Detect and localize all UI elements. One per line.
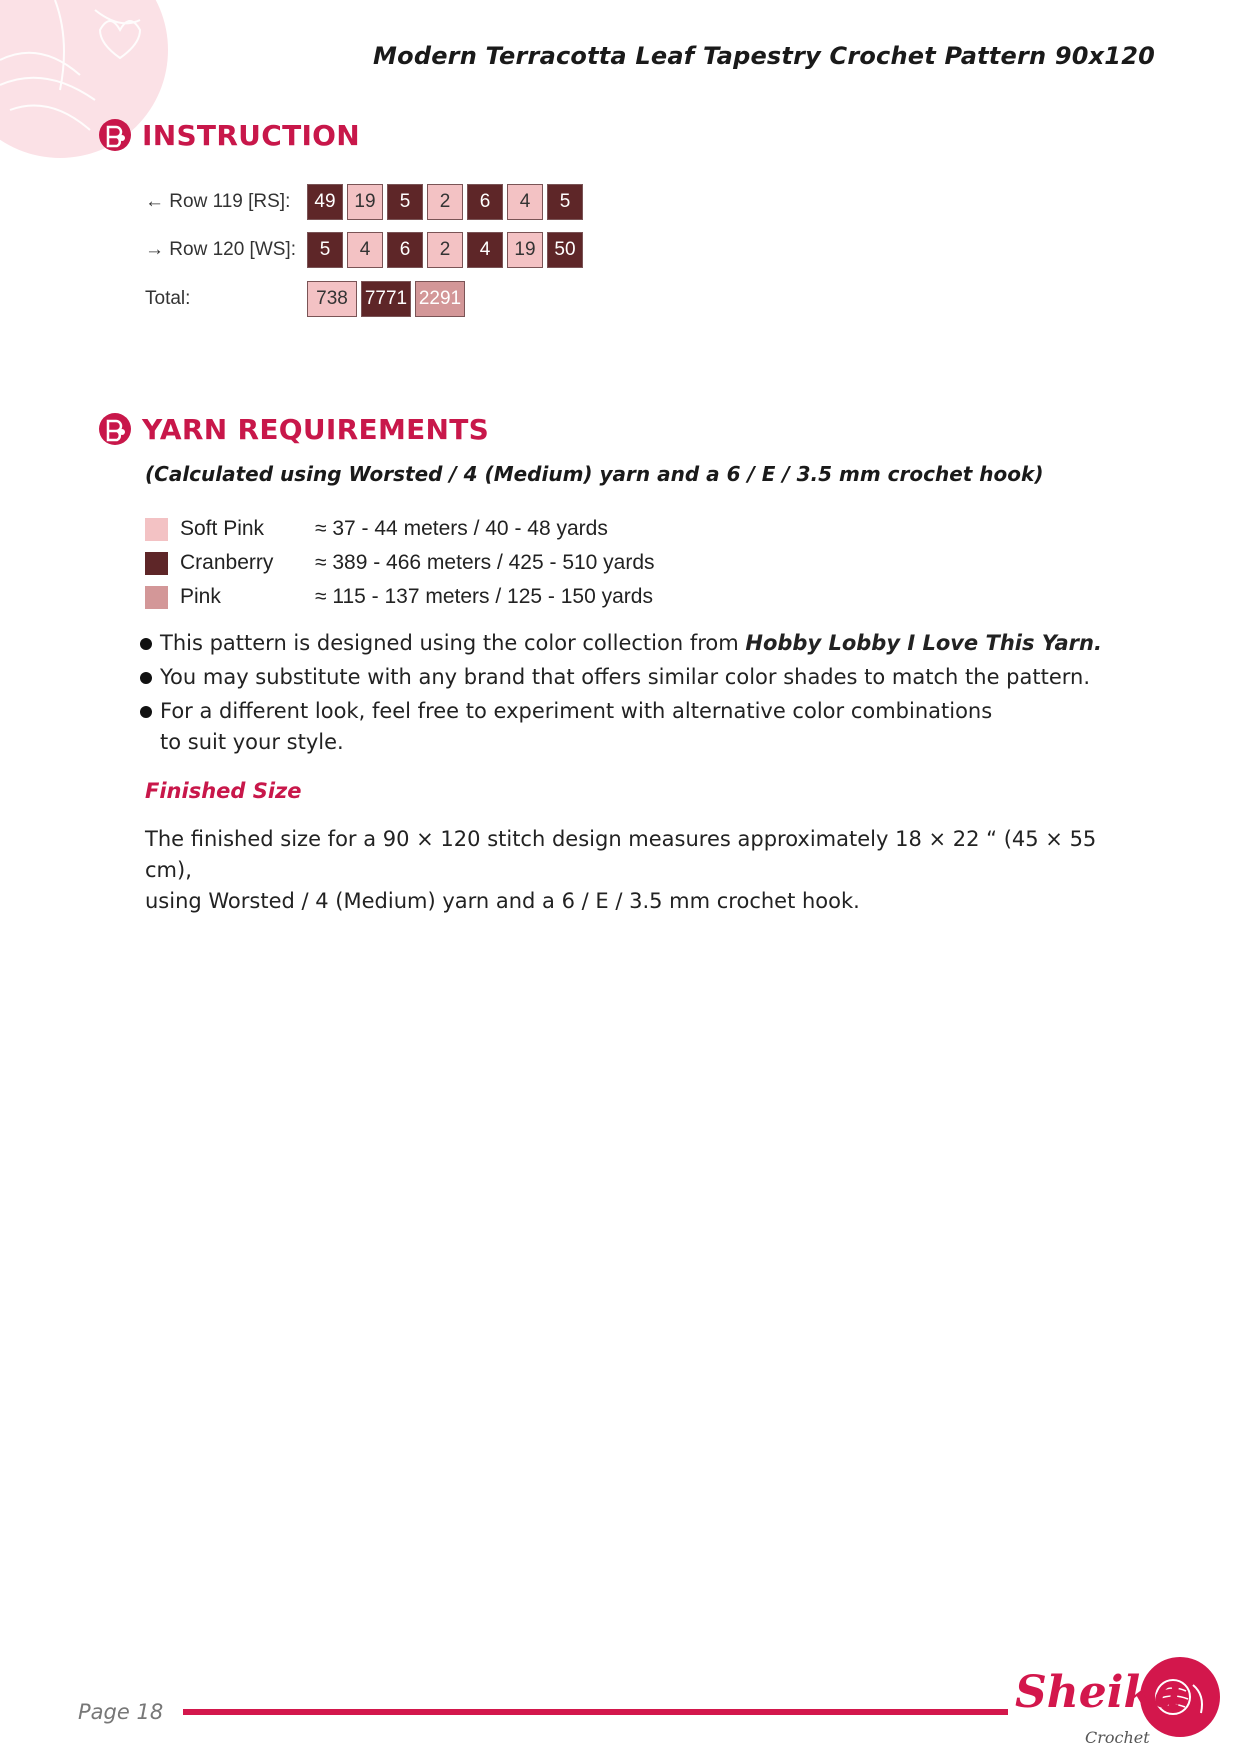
total-cells (307, 281, 469, 317)
bullet-icon (140, 672, 152, 684)
note-item (140, 662, 1140, 693)
yarn-amount: ≈ 389 - 466 meters / 425 - 510 yards (315, 551, 655, 574)
yarn-calculation-note: (Calculated using Worsted / 4 (Medium) yarn and a 6 / E / 3.5 mm crochet hook) (145, 462, 1044, 486)
yarn-notes-list (140, 628, 1140, 761)
yarn-item (145, 546, 655, 580)
yarn-brand-name: Hobby Lobby I Love This Yarn. (745, 631, 1102, 655)
note-item (140, 628, 1140, 659)
logo-subtext: Crochet (1085, 1728, 1150, 1747)
stitch-count-cell: 5 (547, 184, 583, 220)
stitch-count-cell: 2 (427, 232, 463, 268)
yarn-logo-icon (98, 118, 132, 152)
total-row (145, 281, 469, 317)
stitch-count-cell: 50 (547, 232, 583, 268)
yarn-name: Soft Pink (180, 517, 265, 540)
row-120-label: → Row 120 [WS]: (145, 239, 296, 260)
bullet-icon (140, 706, 152, 718)
stitch-count-cell: 4 (507, 184, 543, 220)
bullet-icon (140, 638, 152, 650)
stitch-count-cell: 7771 (361, 281, 411, 317)
yarn-amount: ≈ 115 - 137 meters / 125 - 150 yards (315, 585, 653, 608)
note-text: You may substitute with any brand that offers similar color shades to match the pattern. (160, 665, 1090, 689)
logo-wordmark: Sheika (1015, 1667, 1183, 1718)
stitch-count-cell: 6 (467, 184, 503, 220)
stitch-count-cell: 2291 (415, 281, 465, 317)
yarn-item (145, 512, 655, 546)
color-swatch (145, 586, 168, 609)
yarn-requirements-heading: YARN REQUIREMENTS (142, 412, 490, 446)
document-title: Modern Terracotta Leaf Tapestry Crochet Pattern 90x120 (373, 42, 1155, 70)
yarn-section-header (98, 412, 489, 446)
color-swatch (145, 552, 168, 575)
finished-size-text: The finished size for a 90 × 120 stitch design measures approximately 18 × 22 “ (45 × 55 cm), using Worsted / 4 (Medium) yarn and a 6 / E / 3.5 mm crochet hook. (145, 827, 1097, 913)
stitch-count-cell: 19 (507, 232, 543, 268)
sheika-crochet-logo (1015, 1655, 1225, 1750)
footer-divider (183, 1709, 1008, 1715)
yarn-logo-icon (98, 412, 132, 446)
stitch-count-cell: 4 (347, 232, 383, 268)
note-item (140, 696, 1140, 758)
stitch-count-cell: 5 (307, 232, 343, 268)
page-number: Page 18 (78, 1700, 164, 1724)
instruction-heading: INSTRUCTION (142, 118, 361, 152)
finished-size-heading: Finished Size (145, 779, 302, 803)
yarn-amount: ≈ 37 - 44 meters / 40 - 48 yards (315, 517, 608, 540)
note-text: This pattern is designed using the color collection from Hobby Lobby I Love This Yarn. (160, 631, 1102, 655)
yarn-item (145, 580, 655, 614)
total-label: Total: (145, 288, 191, 309)
instruction-section-header (98, 118, 360, 152)
stitch-count-cell: 19 (347, 184, 383, 220)
yarn-list (145, 512, 655, 614)
row-120 (145, 232, 587, 268)
stitch-count-cell: 2 (427, 184, 463, 220)
yarn-name: Pink (180, 585, 221, 608)
stitch-count-cell: 4 (467, 232, 503, 268)
row-119-label: ← Row 119 [RS]: (145, 191, 291, 212)
stitch-count-cell: 5 (387, 184, 423, 220)
row-120-cells (307, 232, 587, 268)
stitch-count-cell: 49 (307, 184, 343, 220)
note-text: For a different look, feel free to experiment with alternative color combinations to suit your style. (160, 699, 993, 754)
row-119-cells (307, 184, 587, 220)
color-swatch (145, 518, 168, 541)
stitch-count-cell: 6 (387, 232, 423, 268)
yarn-name: Cranberry (180, 551, 274, 574)
stitch-count-cell: 738 (307, 281, 357, 317)
row-119 (145, 184, 587, 220)
